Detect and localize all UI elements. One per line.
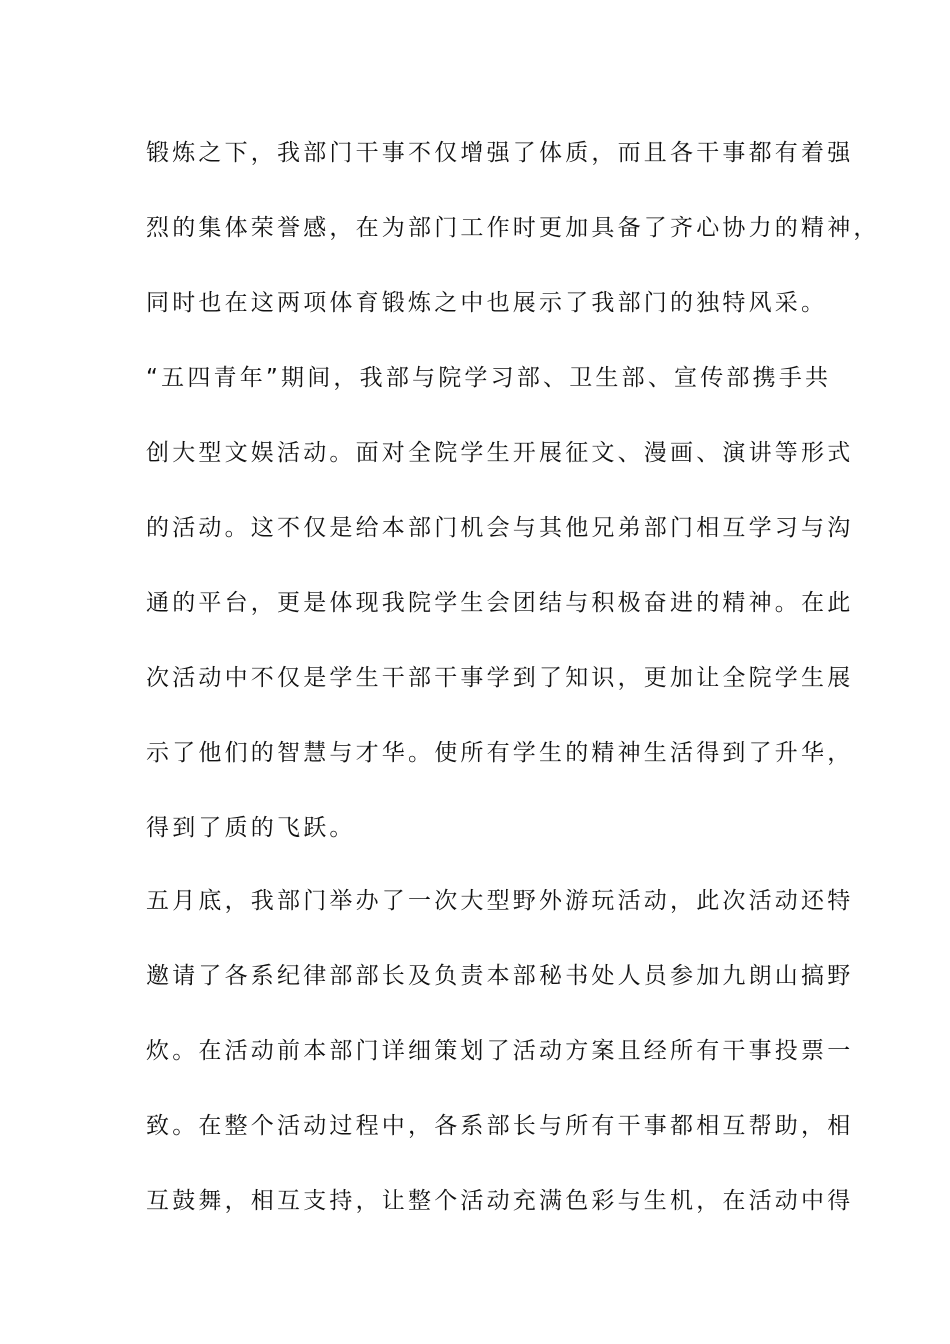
paragraph-line: 次活动中不仅是学生干部干事学到了知识，更加让全院学生展 — [146, 665, 854, 691]
paragraph-line: 通的平台，更是体现我院学生会团结与积极奋进的精神。在此 — [146, 590, 854, 616]
paragraph-line: 五月底，我部门举办了一次大型野外游玩活动，此次活动还特 — [146, 888, 854, 914]
paragraph-line: 锻炼之下，我部门干事不仅增强了体质，而且各干事都有着强 — [146, 140, 854, 166]
paragraph-line: “五四青年”期间，我部与院学习部、卫生部、宣传部携手共 — [146, 365, 832, 391]
paragraph-line: 邀请了各系纪律部部长及负责本部秘书处人员参加九朗山搞野 — [146, 963, 854, 989]
paragraph-line: 致。在整个活动过程中，各系部长与所有干事都相互帮助，相 — [146, 1113, 854, 1139]
paragraph-line: 同时也在这两项体育锻炼之中也展示了我部门的独特风采。 — [146, 290, 828, 316]
paragraph-line: 的活动。这不仅是给本部门机会与其他兄弟部门相互学习与沟 — [146, 515, 854, 541]
paragraph-line: 创大型文娱活动。面对全院学生开展征文、漫画、演讲等形式 — [146, 440, 854, 466]
paragraph-line: 示了他们的智慧与才华。使所有学生的精神生活得到了升华， — [146, 740, 854, 766]
paragraph-line: 烈的集体荣誉感，在为部门工作时更加具备了齐心协力的精神， — [146, 215, 880, 241]
paragraph-line: 炊。在活动前本部门详细策划了活动方案且经所有干事投票一 — [146, 1038, 854, 1064]
paragraph-line: 互鼓舞，相互支持，让整个活动充满色彩与生机，在活动中得 — [146, 1188, 854, 1214]
paragraph-line: 得到了质的飞跃。 — [146, 815, 356, 841]
